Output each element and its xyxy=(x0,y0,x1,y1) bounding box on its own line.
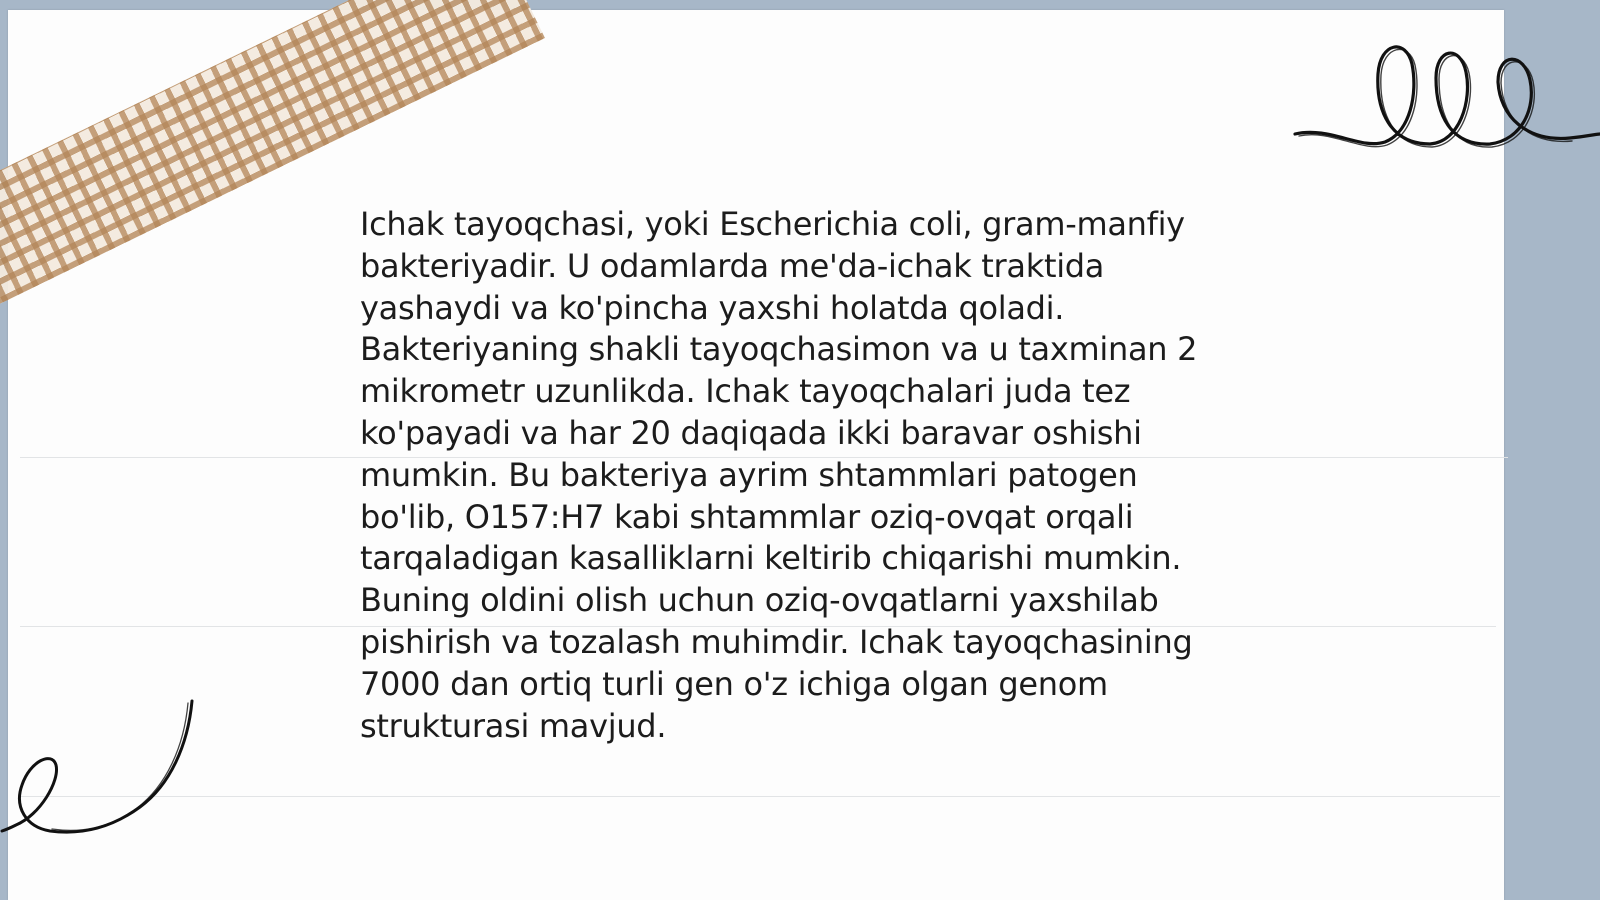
loop-doodle-bottom-left xyxy=(0,695,210,855)
ruled-line xyxy=(20,796,1500,797)
body-paragraph: Ichak tayoqchasi, yoki Escherichia coli, gram-manfiy bakteriyadir. U odamlarda me'da-ichak traktida yashaydi va ko'pincha yaxshi holatda qoladi. Bakteriyaning shakli tayoqchasimon va u taxminan 2 mikrometr uzunlikda. Ichak tayoqchalari juda tez ko'payadi va har 20 daqiqada ikki baravar oshishi mumkin. Bu bakteriya ayrim shtammlari patogen bo'lib, O157:H7 kabi shtammlar oziq-ovqat orqali tarqaladigan kasalliklarni keltirib chiqarishi mumkin. Buning oldini olish uchun oziq-ovqatlarni yaxshilab pishirish va tozalash muhimdir. Ichak tayoqchasining 7000 dan ortiq turli gen o'z ichiga olgan genom strukturasi mavjud. xyxy=(360,205,1198,745)
loop-doodle-top-right xyxy=(1290,30,1600,170)
